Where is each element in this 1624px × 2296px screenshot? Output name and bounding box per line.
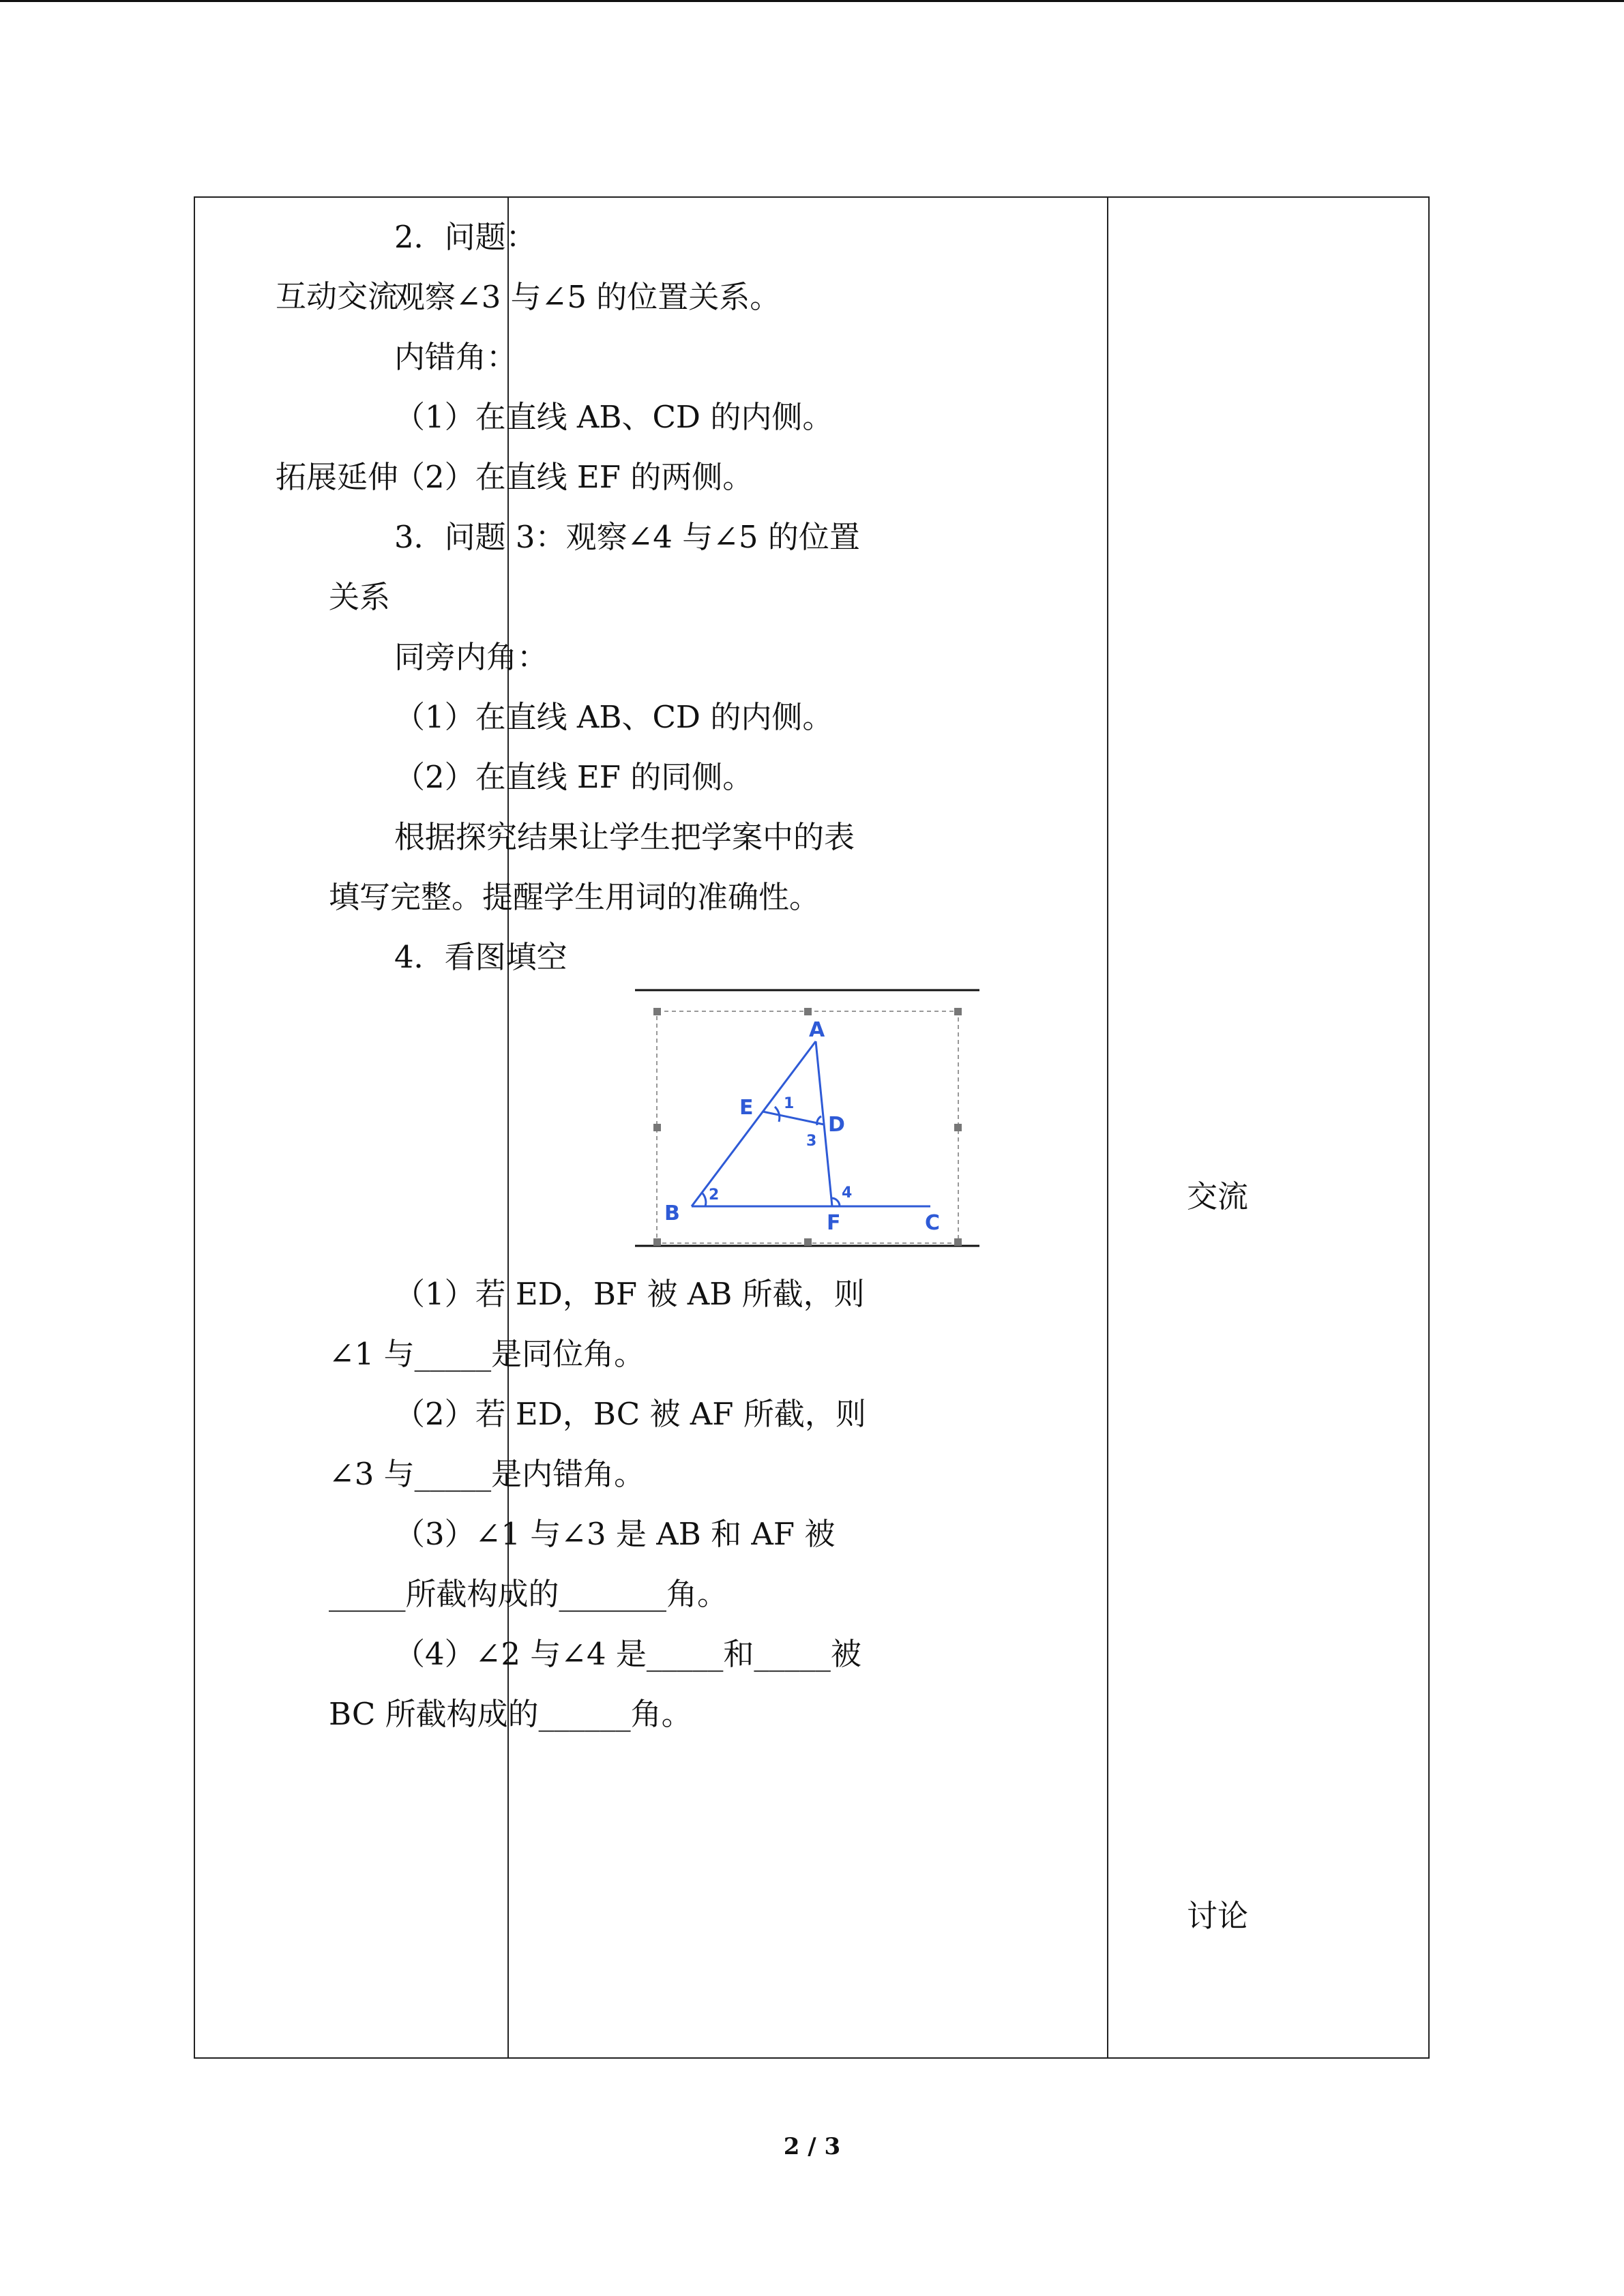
content-line: （4）∠2 与∠4 是_____和_____被	[394, 1636, 861, 1672]
content-line: ∠1 与_____是同位角。	[329, 1336, 645, 1372]
content-line: （2）若 ED，BC 被 AF 所截，则	[394, 1396, 866, 1432]
selection-handle	[804, 1008, 812, 1015]
point-label-b: B	[664, 1202, 680, 1225]
point-label-c: C	[925, 1211, 941, 1235]
point-label-e: E	[739, 1096, 754, 1120]
content-line: （1）若 ED，BF 被 AB 所截，则	[394, 1276, 865, 1312]
point-label-f: F	[827, 1211, 841, 1235]
angle-arc-2	[703, 1193, 706, 1206]
content-line: 4．看图填空	[394, 939, 567, 975]
content-line: _____所截构成的_______角。	[329, 1576, 728, 1612]
content-line: 关系	[329, 579, 391, 615]
geometry-figure	[632, 987, 981, 1249]
selection-handle	[804, 1238, 812, 1246]
line-ab	[692, 1041, 816, 1206]
figure-selection-box	[657, 1011, 958, 1243]
page-number: 2 / 3	[783, 2133, 841, 2160]
angle-label-1: 1	[784, 1095, 795, 1112]
content-line: 同旁内角：	[394, 639, 548, 675]
content-line: 内错角：	[394, 339, 518, 375]
selection-handle	[653, 1238, 661, 1246]
column-divider-right	[1107, 198, 1108, 2057]
activity-label-exchange: 交流	[1187, 1178, 1249, 1214]
line-ed	[763, 1112, 824, 1124]
triangle-lines	[692, 1041, 930, 1206]
content-line: 3．问题 3：观察∠4 与∠5 的位置	[394, 519, 860, 555]
selection-handle	[954, 1124, 962, 1131]
point-label-d: D	[828, 1113, 845, 1137]
content-line: （1）在直线 AB、CD 的内侧。	[394, 399, 833, 435]
content-line: BC 所截构成的______角。	[329, 1696, 692, 1732]
content-line: ∠3 与_____是内错角。	[329, 1456, 645, 1492]
angle-arc-4	[832, 1198, 840, 1206]
content-line: 观察∠3 与∠5 的位置关系。	[394, 279, 781, 315]
content-line: 根据探究结果让学生把学案中的表	[394, 819, 855, 855]
page-top-rule	[0, 0, 1624, 2]
content-line: （2）在直线 EF 的两侧。	[394, 459, 754, 495]
content-line: （2）在直线 EF 的同侧。	[394, 759, 754, 795]
angle-label-4: 4	[842, 1184, 853, 1202]
selection-handle	[653, 1008, 661, 1015]
selection-handles	[653, 1008, 962, 1246]
angle-label-3: 3	[806, 1133, 817, 1150]
content-line: 填写完整。提醒学生用词的准确性。	[329, 879, 821, 915]
activity-label-discuss: 讨论	[1187, 1898, 1249, 1934]
content-line: （3）∠1 与∠3 是 AB 和 AF 被	[394, 1516, 836, 1552]
stage-label-interactive: 互动交流	[276, 278, 399, 314]
selection-handle	[954, 1238, 962, 1246]
selection-handle	[954, 1008, 962, 1015]
point-label-a: A	[809, 1018, 825, 1042]
content-line: 2．问题：	[394, 219, 537, 255]
selection-handle	[653, 1124, 661, 1131]
content-line: （1）在直线 AB、CD 的内侧。	[394, 699, 833, 735]
stage-label-extension: 拓展延伸	[276, 459, 399, 495]
angle-label-2: 2	[709, 1187, 720, 1204]
